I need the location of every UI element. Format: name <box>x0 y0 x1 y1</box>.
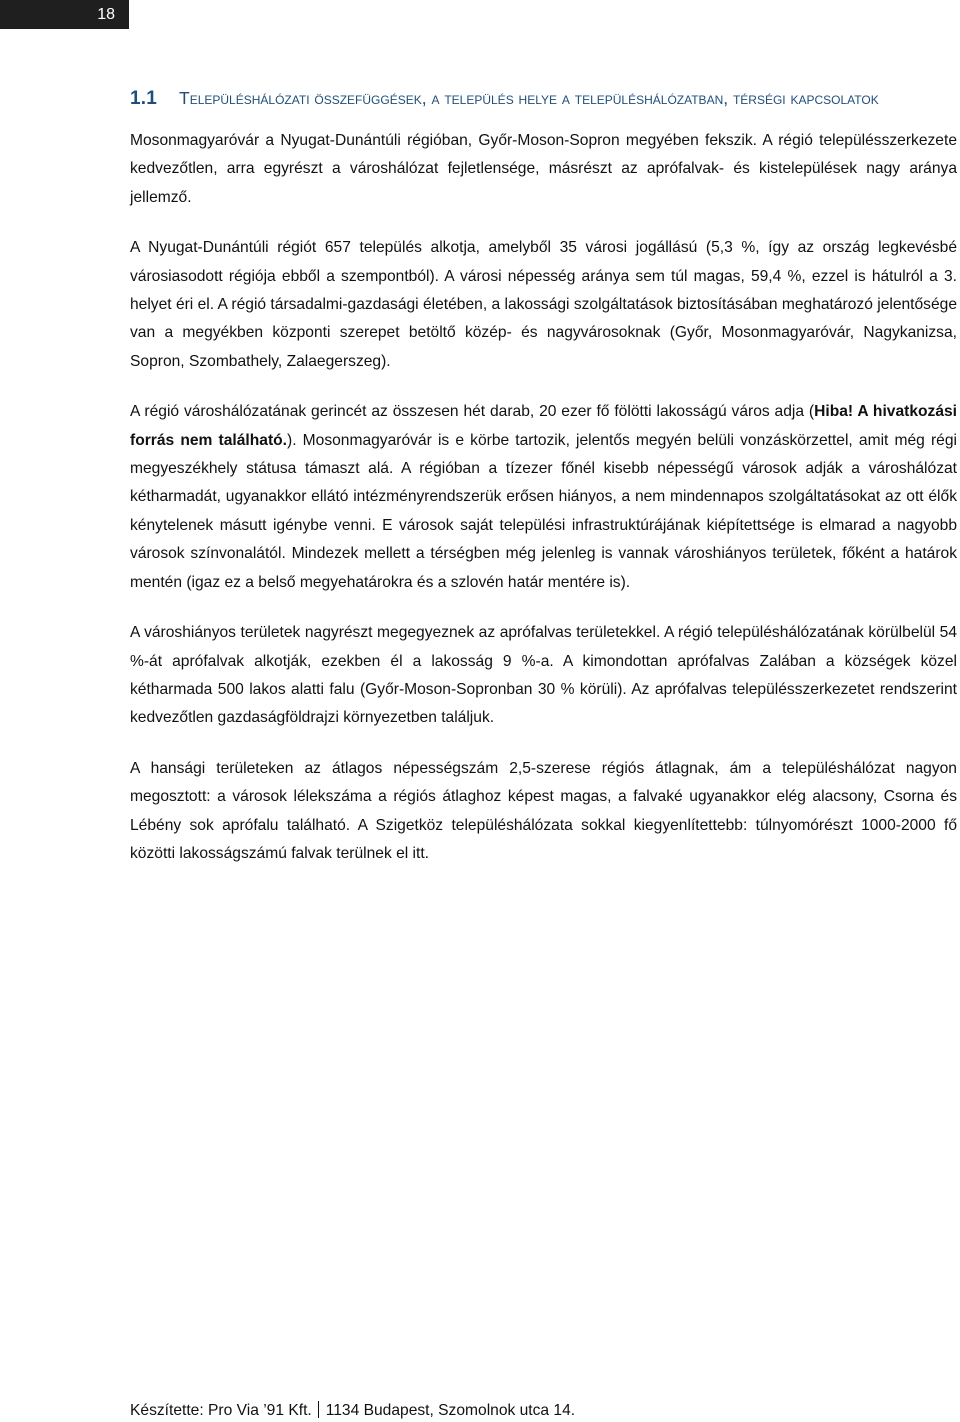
section-number: 1.1 <box>130 88 158 109</box>
paragraph-2: A Nyugat-Dunántúli régiót 657 település alkotja, amelyből 35 városi jogállású (5,3 %, így az ország legkevésbé városiasodott régiója ebből a szempontból). A városi népesség aránya sem túl magas, 59,4 %, ezzel is hátulról a 3. helyet éri el. A régió társadalmi-gazdasági életében, a lakossági szolgáltatások biztosításában meghatározó jelentősége van a megyékben központi szerepet betöltő közép- és nagyvárosoknak (Győr, Mosonmagyaróvár, Nagykanizsa, Sopron, Szombathely, Zalaegerszeg). <box>130 239 957 370</box>
footer-address: 1134 Budapest, Szomolnok utca 14. <box>325 1402 576 1419</box>
paragraph-1: Mosonmagyaróvár a Nyugat-Dunántúli régióban, Győr-Moson-Sopron megyében fekszik. A régió településszerkezete kedvezőtlen, arra egyrészt a városhálózat fejletlensége, másrészt az aprófalvak- és kistelepülések nagy aránya jellemző. <box>130 132 957 206</box>
paragraph-3-start: A régió városhálózatának gerincét az összesen hét darab, 20 ezer fő fölötti lakosságú város adja ( <box>130 403 815 421</box>
page-footer <box>130 1401 575 1421</box>
paragraph-5: A hansági területeken az átlagos népességszám 2,5-szerese régiós átlagnak, ám a településhálózat nagyon megosztott: a városok lélekszáma a régiós átlaghoz képest magas, a falvaké ugyanakkor elég alacsony, Csorna és Lébény sok aprófalu található. A Szigetköz településhálózata sokkal kiegyenlítettebb: túlnyomórészt 1000-2000 fő közötti lakosságszámú falvak terülnek el itt. <box>130 759 957 862</box>
document-body <box>130 80 957 890</box>
paragraph-3 <box>130 398 957 597</box>
paragraph-4: A városhiányos területek nagyrészt megegyeznek az aprófalvas területekkel. A régió településhálózatának körülbelül 54 %-át aprófalvak alkotják, ezekben él a lakosság 9 %-a. A kimondottan aprófalvas Zalában a községek közel kétharmada 500 lakos alatti falu (Győr-Moson-Sopronban 30 % körüli). Az aprófalvas településszerkezetet rendszerint kedvezőtlen gazdaságföldrajzi környezetben találjuk. <box>130 624 957 727</box>
section-title: Településhálózati összefüggések, a település helye a településhálózatban, térségi kapcsolatok <box>179 88 879 108</box>
footer-separator <box>318 1401 319 1418</box>
section-heading <box>130 80 957 117</box>
paragraph-3-end: ). Mosonmagyaróvár is e körbe tartozik, jelentős megyén belüli vonzáskörzettel, amit még régi megyeszékhely státusa támaszt alá. A régióban a tízezer főnél kisebb népességű városok adják a városhálózat kétharmadát, ugyanakkor ellátó intézményrendszerük erősen hiányos, a nem mindennapos szolgáltatásokat az ott élők kénytelenek másutt igénybe venni. E városok saját települési infrastruktúrájának kiépítettsége is elmarad a nagyobb városok színvonalától. Mindezek mellett a térségben még jelenleg is vannak városhiányos területek, főként a határok mentén (igaz ez a belső megyehatárokra és a szlovén határ mentére is). <box>130 431 957 591</box>
reference-error-text: Hiba! A hivatkozási forrás nem található. <box>130 403 957 449</box>
footer-company: Készítette: Pro Via ’91 Kft. <box>130 1402 312 1419</box>
page-number: 18 <box>0 0 129 29</box>
